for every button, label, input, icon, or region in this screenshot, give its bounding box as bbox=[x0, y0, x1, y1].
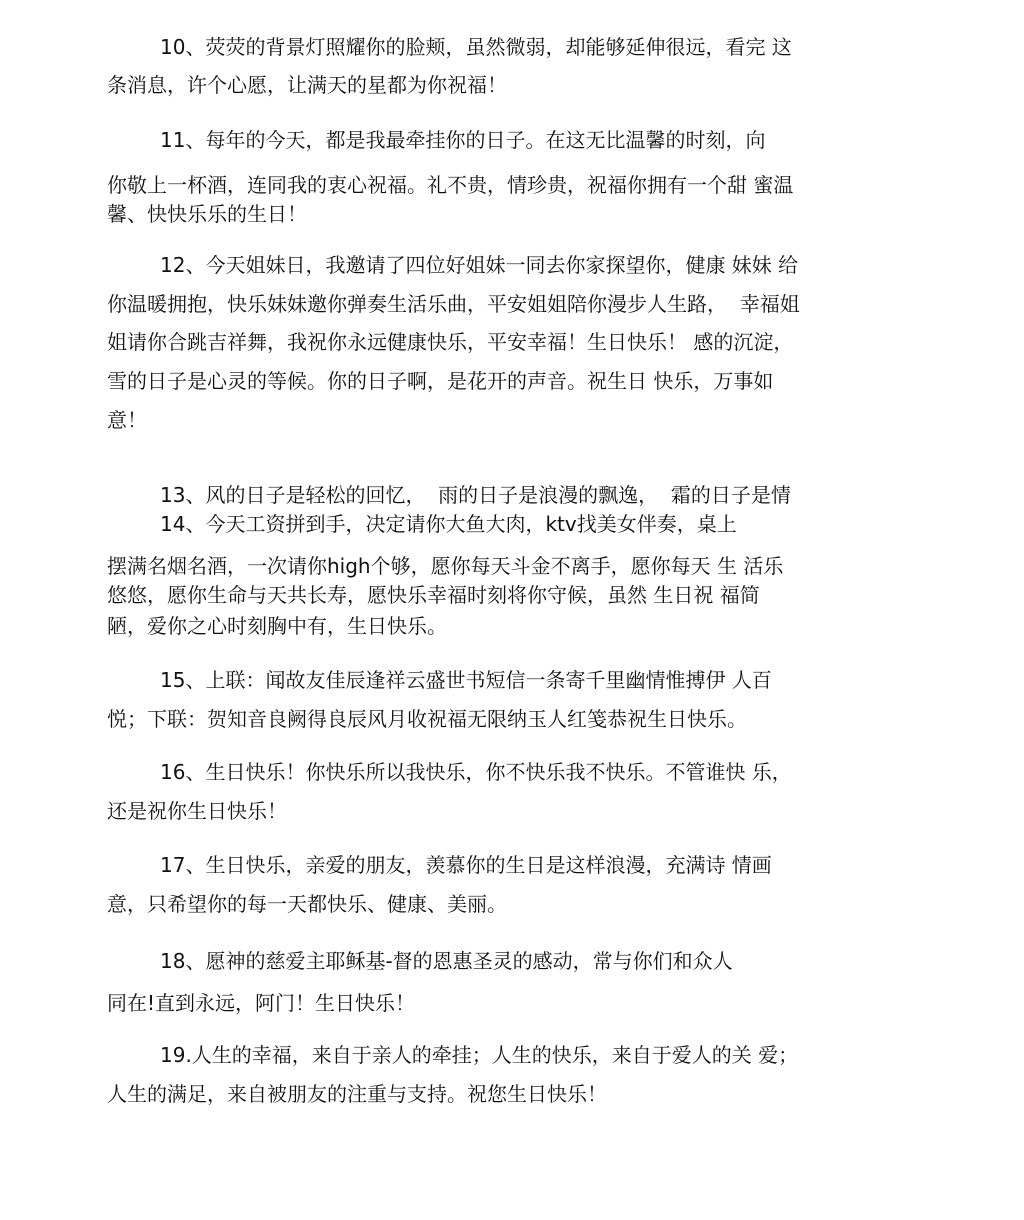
text-line: 陋，爱你之心时刻胸中有，生日快乐。 bbox=[107, 614, 447, 638]
text-line: 意，只希望你的每一天都快乐、健康、美丽。 bbox=[107, 892, 507, 916]
text-line: 意！ bbox=[107, 408, 147, 432]
text-line: 12、今天姐妹日，我邀请了四位好姐妹一同去你家探望你，健康 妹妹 给 bbox=[160, 253, 799, 277]
text-line: 10、荧荧的背景灯照耀你的脸颊，虽然微弱，却能够延伸很远，看完 这 bbox=[160, 35, 792, 59]
text-line: 17、生日快乐，亲爱的朋友，羡慕你的生日是这样浪漫，充满诗 情画 bbox=[160, 853, 772, 877]
text-line: 14、今天工资拼到手，决定请你大鱼大肉，ktv找美女伴奏，桌上 bbox=[160, 512, 737, 536]
text-line: 馨、快快乐乐的生日！ bbox=[107, 202, 307, 226]
text-line: 15、上联：闻故友佳辰逢祥云盛世书短信一条寄千里幽情惟搏伊 人百 bbox=[160, 668, 772, 692]
text-line: 悦；下联：贺知音良阙得良辰风月收祝福无限纳玉人红笺恭祝生日快乐。 bbox=[107, 707, 747, 731]
text-line: 悠悠，愿你生命与天共长寿，愿快乐幸福时刻将你守候，虽然 生日祝 福简 bbox=[107, 583, 760, 607]
text-line: 同在!直到永远，阿门！生日快乐！ bbox=[107, 991, 416, 1015]
text-line: 16、生日快乐！你快乐所以我快乐，你不快乐我不快乐。不管谁快 乐， bbox=[160, 760, 792, 784]
text-line: 条消息，许个心愿，让满天的星都为你祝福！ bbox=[107, 73, 507, 97]
text-line: 11、每年的今天，都是我最牵挂你的日子。在这无比温馨的时刻，向 bbox=[160, 128, 766, 152]
text-line: 姐请你合跳吉祥舞，我祝你永远健康快乐，平安幸福！生日快乐！ 感的沉淀， bbox=[107, 330, 794, 354]
text-line: 还是祝你生日快乐！ bbox=[107, 799, 287, 823]
text-line: 18、愿神的慈爱主耶稣基-督的恩惠圣灵的感动，常与你们和众人 bbox=[160, 949, 733, 973]
text-line: 19.人生的幸福，来自于亲人的牵挂；人生的快乐，来自于爱人的关 爱； bbox=[160, 1043, 799, 1067]
text-line: 雪的日子是心灵的等候。你的日子啊，是花开的声音。祝生日 快乐，万事如 bbox=[107, 369, 774, 393]
text-line: 摆满名烟名酒，一次请你high个够，愿你每天斗金不离手，愿你每天 生 活乐 bbox=[107, 554, 784, 578]
text-line: 你温暖拥抱，快乐妹妹邀你弹奏生活乐曲，平安姐姐陪你漫步人生路， 幸福姐 bbox=[107, 292, 800, 316]
text-line: 13、风的日子是轻松的回忆， 雨的日子是浪漫的飘逸， 霜的日子是情 bbox=[160, 483, 791, 507]
text-line: 人生的满足，来自被朋友的注重与支持。祝您生日快乐！ bbox=[107, 1082, 607, 1106]
text-line: 你敬上一杯酒，连同我的衷心祝福。礼不贵，情珍贵，祝福你拥有一个甜 蜜温 bbox=[107, 173, 794, 197]
